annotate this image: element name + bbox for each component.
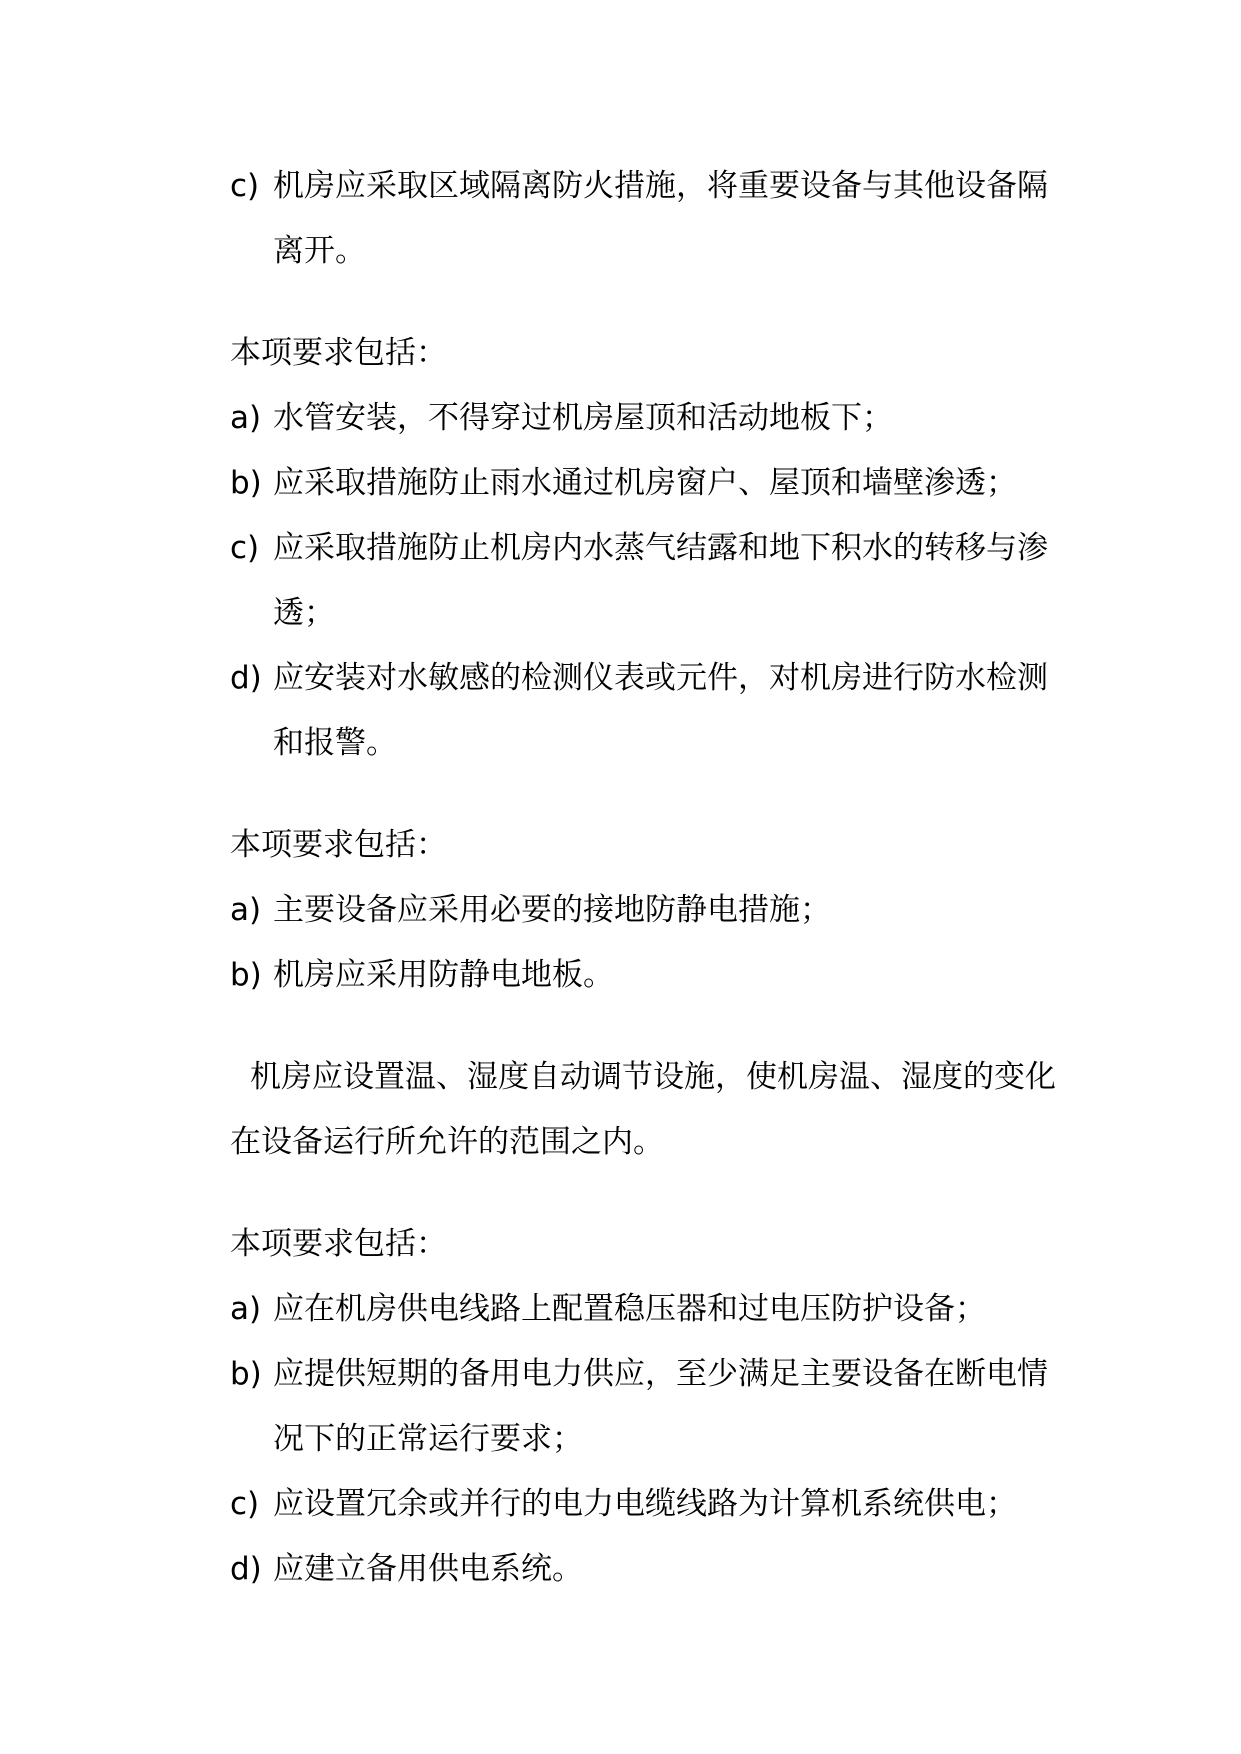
list-marker: d) — [230, 1551, 262, 1587]
list-item — [230, 1342, 1060, 1472]
list-item-text: 机房应采取区域隔离防火措施，将重要设备与其他设备隔离开。 — [273, 168, 1048, 269]
document-body — [230, 154, 1060, 1602]
list-item — [230, 386, 1060, 451]
section-heading-power: 本项要求包括： — [230, 1226, 447, 1262]
list-item — [230, 1472, 1060, 1537]
list-item — [230, 646, 1060, 776]
list-item — [230, 1277, 1060, 1342]
list-marker: a) — [230, 400, 262, 436]
list-item — [230, 878, 1060, 943]
list-item — [230, 943, 1060, 1008]
section-gap — [230, 1175, 1060, 1212]
list-marker: c) — [230, 530, 260, 566]
list-item-text: 机房应采用防静电地板。 — [273, 957, 614, 993]
section-gap — [230, 284, 1060, 321]
section-heading-water: 本项要求包括： — [230, 335, 447, 371]
list-marker: b) — [230, 957, 262, 993]
list-item-text: 应设置冗余或并行的电力电缆线路为计算机系统供电； — [273, 1486, 1017, 1522]
list-marker: b) — [230, 1356, 262, 1392]
list-item — [230, 451, 1060, 516]
list-item-text: 应采取措施防止机房内水蒸气结露和地下积水的转移与渗透； — [273, 530, 1048, 631]
list-item-text: 应建立备用供电系统。 — [273, 1551, 583, 1587]
section-gap — [230, 776, 1060, 813]
list-marker: c) — [230, 168, 260, 204]
list-marker: c) — [230, 1486, 260, 1522]
list-item-text: 水管安装，不得穿过机房屋顶和活动地板下； — [273, 400, 893, 436]
list-marker: a) — [230, 1291, 262, 1327]
list-item — [230, 1537, 1060, 1602]
list-item — [230, 516, 1060, 646]
list-item-text: 应采取措施防止雨水通过机房窗户、屋顶和墙壁渗透； — [273, 465, 1017, 501]
list-item-text: 主要设备应采用必要的接地防静电措施； — [273, 892, 831, 928]
list-item — [230, 154, 1060, 284]
list-marker: b) — [230, 465, 262, 501]
list-item-text: 应提供短期的备用电力供应，至少满足主要设备在断电情况下的正常运行要求； — [273, 1356, 1048, 1457]
list-marker: d) — [230, 660, 262, 696]
section-gap — [230, 1008, 1060, 1045]
list-item-text: 应安装对水敏感的检测仪表或元件，对机房进行防水检测和报警。 — [273, 660, 1048, 761]
section-heading-static: 本项要求包括： — [230, 827, 447, 863]
list-item-text: 应在机房供电线路上配置稳压器和过电压防护设备； — [273, 1291, 986, 1327]
temperature-paragraph: 机房应设置温、湿度自动调节设施，使机房温、湿度的变化在设备运行所允许的范围之内。 — [230, 1059, 1056, 1160]
list-marker: a) — [230, 892, 262, 928]
